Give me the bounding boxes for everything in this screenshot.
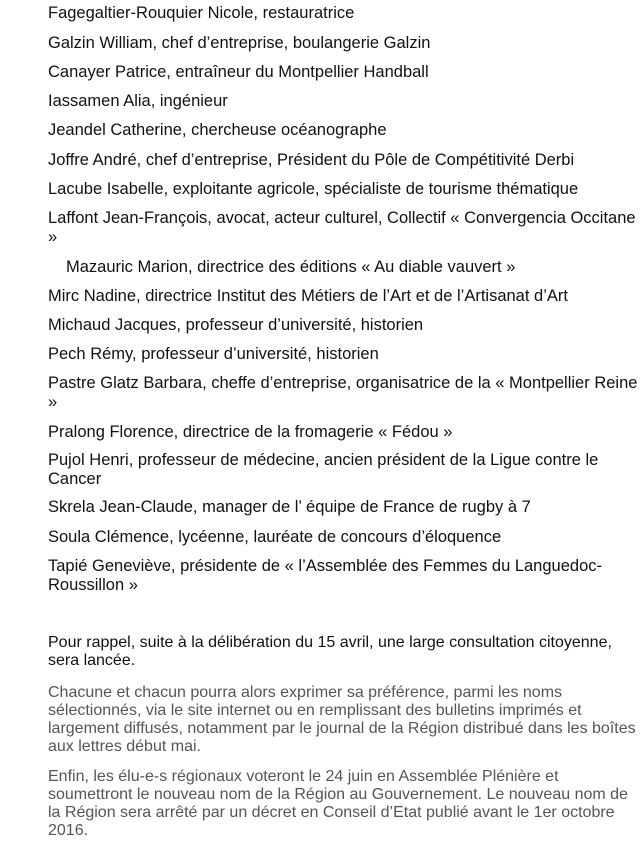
member-item: Pralong Florence, directrice de la fromagerie « Fédou » [48,423,453,441]
member-item: Joffre André, chef d’entreprise, Président du Pôle de Compétitivité Derbi [48,151,575,169]
vote-paragraph: Enfin, les élu-e-s régionaux voteront le 24 juin en Assemblée Plénière et soumettront le nouveau nom de la Région au Gouvernement. Le nouveau nom de la Région sera arrêté par un décret en Conseil d’Etat publié avant le 1er octobre 2016. [48,768,628,839]
member-item: Tapié Geneviève, présidente de « l’Assemblée des Femmes du Languedoc-Roussillon » [48,557,602,594]
member-item: Fagegaltier-Rouquier Nicole, restauratrice [48,4,355,22]
member-item: Pech Rémy, professeur d’université, historien [48,345,379,363]
consultation-paragraph: Chacune et chacun pourra alors exprimer sa préférence, parmi les noms sélectionnés, via le site internet ou en remplissant des bulletins imprimés et largement diffusés, notamment par le journal de la Région distribué dans les boîtes aux lettres début mai. [48,684,636,755]
member-item: Mirc Nadine, directrice Institut des Métiers de l’Art et de l’Artisanat d’Art [48,287,568,305]
member-item: Pastre Glatz Barbara, cheffe d’entreprise, organisatrice de la « Montpellier Reine » [48,374,638,411]
member-item: Laffont Jean-François, avocat, acteur culturel, Collectif « Convergencia Occitane » [48,209,636,246]
member-item: Soula Clémence, lycéenne, lauréate de concours d’éloquence [48,528,502,546]
rappel-paragraph: Pour rappel, suite à la délibération du 15 avril, une large consultation citoyenne, sera lancée. [48,634,612,669]
member-item: Lacube Isabelle, exploitante agricole, spécialiste de tourisme thématique [48,180,579,198]
member-item: Galzin William, chef d’entreprise, boulangerie Galzin [48,34,431,52]
member-item: Iassamen Alia, ingénieur [48,92,228,110]
member-item: Mazauric Marion, directrice des éditions « Au diable vauvert » [66,258,516,276]
member-item: Pujol Henri, professeur de médecine, ancien président de la Ligue contre le Cancer [48,451,599,488]
member-item: Michaud Jacques, professeur d’université, historien [48,316,424,334]
member-item: Canayer Patrice, entraîneur du Montpellier Handball [48,63,429,81]
member-item: Jeandel Catherine, chercheuse océanographe [48,121,387,139]
member-item: Skrela Jean-Claude, manager de l’ équipe de France de rugby à 7 [48,498,531,516]
